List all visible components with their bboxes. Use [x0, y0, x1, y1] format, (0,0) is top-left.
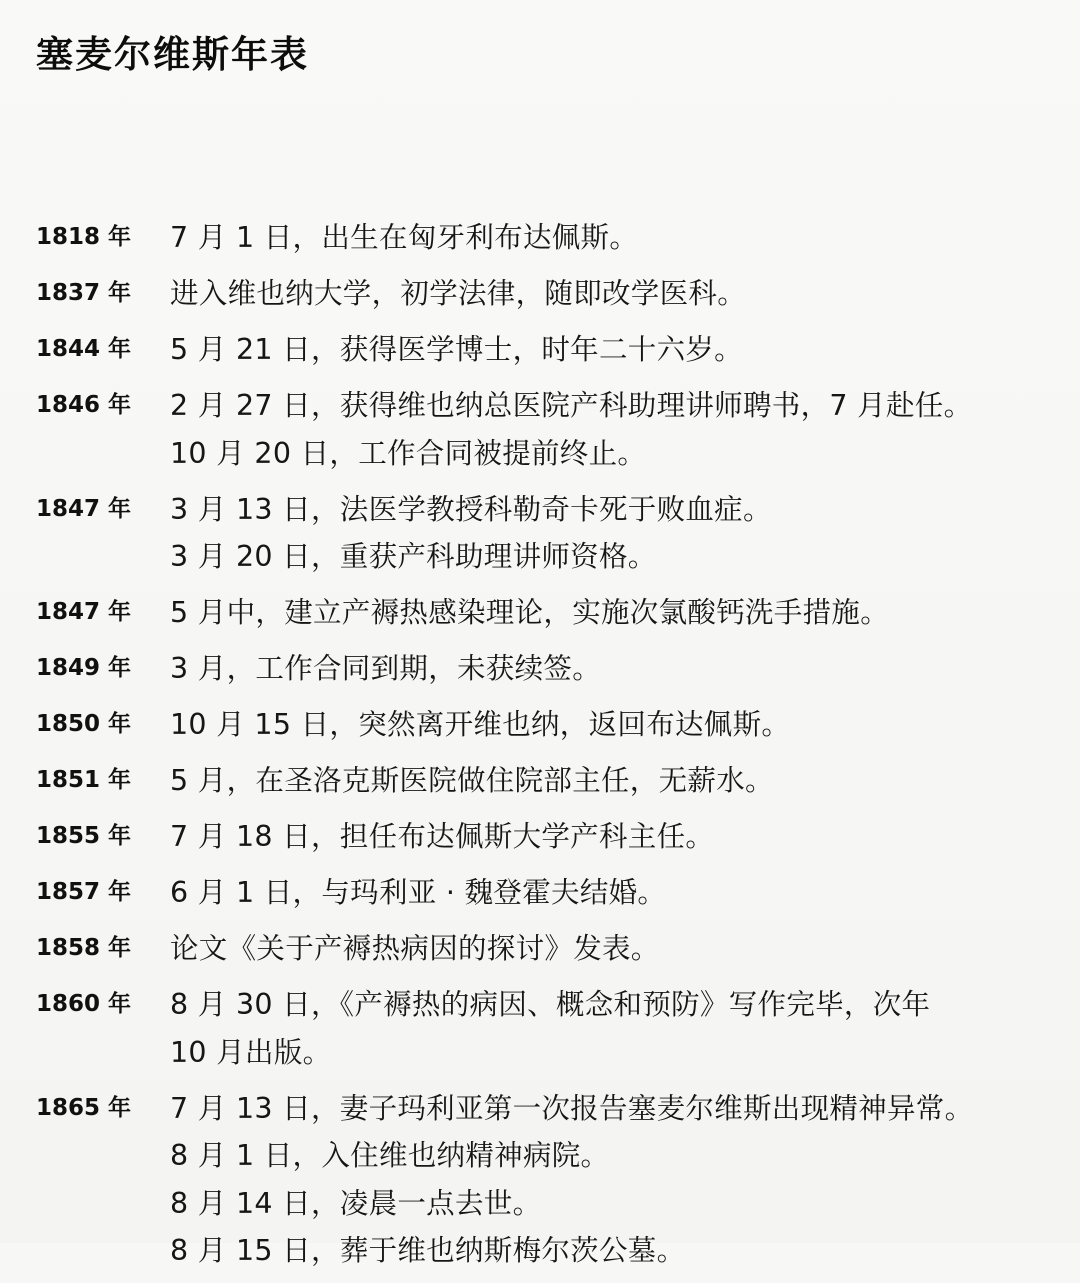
entry-line: 8 月 1 日，入住维也纳精神病院。	[170, 1139, 610, 1172]
entry-description	[170, 589, 1080, 637]
entry-year: 1857 年	[36, 879, 132, 905]
timeline-entry-1865	[0, 1085, 1080, 1275]
entry-year: 1837 年	[36, 280, 132, 306]
timeline-entry-1818	[0, 214, 1080, 262]
entry-description	[170, 981, 1080, 1076]
entry-year: 1855 年	[36, 823, 132, 849]
timeline-entry-1858	[0, 925, 1080, 973]
entry-description	[170, 270, 1080, 318]
entry-line: 5 月 21 日，获得医学博士，时年二十六岁。	[170, 333, 743, 366]
entry-description	[170, 645, 1080, 693]
timeline-entry-1844	[0, 326, 1080, 374]
timeline-entry-1860	[0, 981, 1080, 1076]
entry-line: 10 月 20 日，工作合同被提前终止。	[170, 436, 647, 470]
entry-line: 10 月 15 日，突然离开维也纳，返回布达佩斯。	[170, 708, 791, 741]
entry-description	[170, 925, 1080, 973]
entry-line: 8 月 15 日，葬于维也纳斯梅尔茨公墓。	[170, 1234, 686, 1267]
entry-year: 1846 年	[36, 392, 132, 418]
timeline-entry-1855	[0, 813, 1080, 861]
page-title: 塞麦尔维斯年表	[36, 33, 309, 76]
entry-line: 5 月，在圣洛克斯医院做住院部主任，无薪水。	[170, 764, 774, 797]
entry-description	[170, 326, 1080, 374]
timeline-entry-1851	[0, 757, 1080, 805]
entry-line: 5 月中，建立产褥热感染理论，实施次氯酸钙洗手措施。	[170, 596, 889, 629]
entry-year: 1860 年	[36, 991, 132, 1017]
entry-year: 1818 年	[36, 224, 132, 250]
timeline-entry-1847-a	[0, 486, 1080, 581]
entry-line: 8 月 14 日，凌晨一点去世。	[170, 1186, 542, 1220]
entry-year: 1858 年	[36, 935, 132, 961]
entry-line: 10 月出版。	[170, 1035, 332, 1069]
entry-description	[170, 701, 1080, 749]
entry-year: 1850 年	[36, 711, 132, 737]
timeline	[0, 214, 1080, 1283]
entry-line: 7 月 18 日，担任布达佩斯大学产科主任。	[170, 820, 715, 853]
entry-year: 1865 年	[36, 1094, 132, 1121]
entry-line: 8 月 30 日，《产褥热的病因、概念和预防》写作完毕，次年	[170, 988, 931, 1021]
entry-line: 3 月，工作合同到期，未获续签。	[170, 652, 601, 685]
entry-line: 进入维也纳大学，初学法律，随即改学医科。	[170, 277, 747, 310]
entry-description	[170, 214, 1080, 262]
entry-description	[170, 486, 1080, 581]
entry-description	[170, 382, 1080, 477]
entry-description	[170, 1085, 1080, 1275]
entry-line: 3 月 13 日，法医学教授科勒奇卡死于败血症。	[170, 492, 772, 526]
entry-line: 论文《关于产褥热病因的探讨》发表。	[170, 932, 660, 965]
timeline-entry-1857	[0, 869, 1080, 917]
entry-year: 1847 年	[36, 495, 132, 522]
timeline-entry-1849	[0, 645, 1080, 693]
timeline-entry-1837	[0, 270, 1080, 318]
entry-line: 6 月 1 日，与玛利亚 · 魏登霍夫结婚。	[170, 876, 667, 909]
entry-line: 7 月 1 日，出生在匈牙利布达佩斯。	[170, 221, 639, 254]
entry-line: 7 月 13 日，妻子玛利亚第一次报告塞麦尔维斯出现精神异常。	[170, 1091, 974, 1125]
entry-description	[170, 813, 1080, 861]
entry-description	[170, 869, 1080, 917]
entry-year: 1847 年	[36, 599, 132, 625]
entry-year: 1844 年	[36, 336, 132, 362]
entry-line: 2 月 27 日，获得维也纳总医院产科助理讲师聘书，7 月赴任。	[170, 389, 973, 422]
entry-line: 3 月 20 日，重获产科助理讲师资格。	[170, 540, 657, 573]
entry-year: 1849 年	[36, 655, 132, 681]
entry-year: 1851 年	[36, 767, 132, 793]
timeline-entry-1850	[0, 701, 1080, 749]
timeline-entry-1847-b	[0, 589, 1080, 637]
timeline-entry-1846	[0, 382, 1080, 477]
entry-description	[170, 757, 1080, 805]
